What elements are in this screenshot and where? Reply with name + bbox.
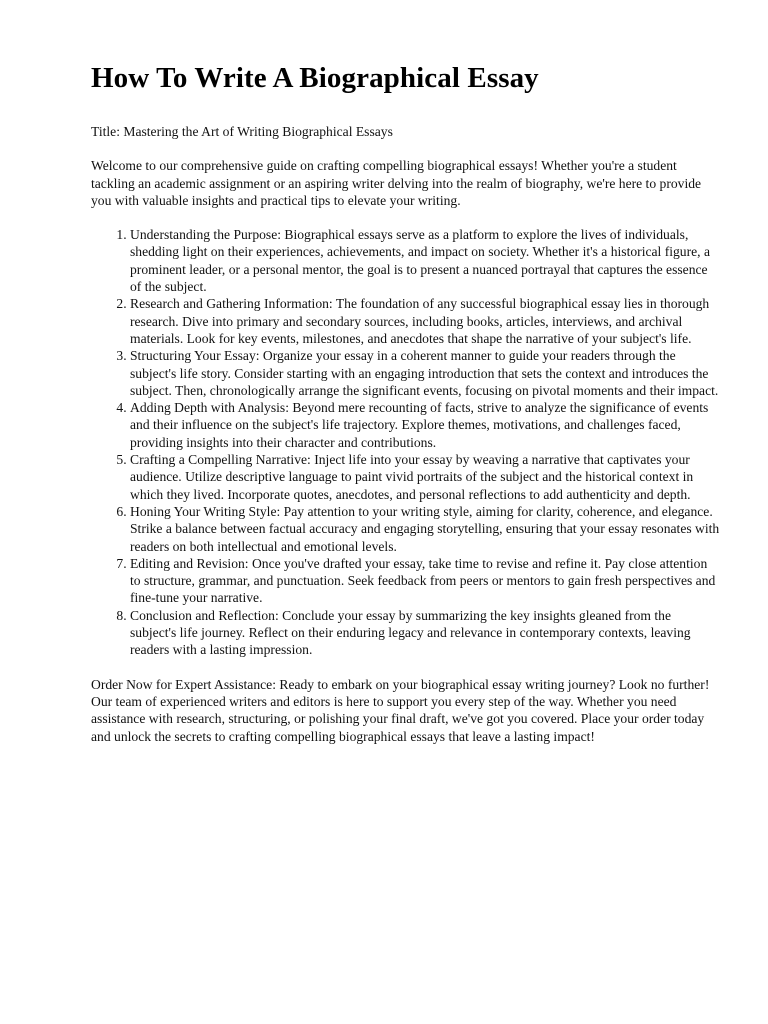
list-item: 5. Crafting a Compelling Narrative: Inject life into your essay by weaving a narrative that captivates your audience. Utilize descriptive language to paint vivid portraits of the subject and the historical context in which they lived. Incorporate quotes, anecdotes, and personal reflections to add authenticity and depth. bbox=[130, 451, 720, 503]
list-item: 3. Structuring Your Essay: Organize your essay in a coherent manner to guide your readers through the subject's life story. Consider starting with an engaging introduction that sets the context and introduces the subject. Then, chronologically arrange the significant events, focusing on pivotal moments and their impact. bbox=[130, 347, 720, 399]
essay-title-line: Title: Mastering the Art of Writing Biographical Essays bbox=[91, 124, 393, 139]
list-item: 1. Understanding the Purpose: Biographical essays serve as a platform to explore the lives of individuals, shedding light on their experiences, achievements, and impact on society. Whether it's a historical figure, a prominent leader, or a personal mentor, the goal is to present a nuanced portrayal that captures the essence of the subject. bbox=[130, 226, 720, 295]
closing-paragraph: Order Now for Expert Assistance: Ready to embark on your biographical essay writing journey? Look no further! Our team of experienced writers and editors is here to support you every step of the way. Whether you need assistance with research, structuring, or polishing your final draft, we've got you covered. Place your order today and unlock the secrets to crafting compelling biographical essays that leave a lasting impact! bbox=[91, 676, 710, 744]
steps-list bbox=[91, 226, 720, 658]
list-item: 6. Honing Your Writing Style: Pay attention to your writing style, aiming for clarity, coherence, and elegance. Strike a balance between factual accuracy and engaging storytelling, ensuring that your essay resonates with readers on both intellectual and emotional levels. bbox=[130, 503, 720, 555]
list-item: 4. Adding Depth with Analysis: Beyond mere recounting of facts, strive to analyze the significance of events and their influence on the subject's life trajectory. Explore themes, motivations, and challenges faced, providing insights into their character and contributions. bbox=[130, 399, 720, 451]
list-item: 7. Editing and Revision: Once you've drafted your essay, take time to revise and refine it. Pay close attention to structure, grammar, and punctuation. Seek feedback from peers or mentors to gain fresh perspectives and fine-tune your narrative. bbox=[130, 555, 720, 607]
intro-paragraph: Welcome to our comprehensive guide on crafting compelling biographical essays! Whether you're a student tackling an academic assignment or an aspiring writer delving into the realm of biography, we're here to provide you with valuable insights and practical tips to elevate your writing. bbox=[91, 158, 702, 208]
document-heading: How To Write A Biographical Essay bbox=[91, 62, 539, 94]
list-item: 8. Conclusion and Reflection: Conclude your essay by summarizing the key insights gleaned from the subject's life journey. Reflect on their enduring legacy and relevance in contemporary contexts, leaving readers with a lasting impression. bbox=[130, 607, 720, 659]
list-item: 2. Research and Gathering Information: The foundation of any successful biographical essay lies in thorough research. Dive into primary and secondary sources, including books, articles, interviews, and archival materials. Look for key events, milestones, and anecdotes that shape the narrative of your subject's life. bbox=[130, 295, 720, 347]
